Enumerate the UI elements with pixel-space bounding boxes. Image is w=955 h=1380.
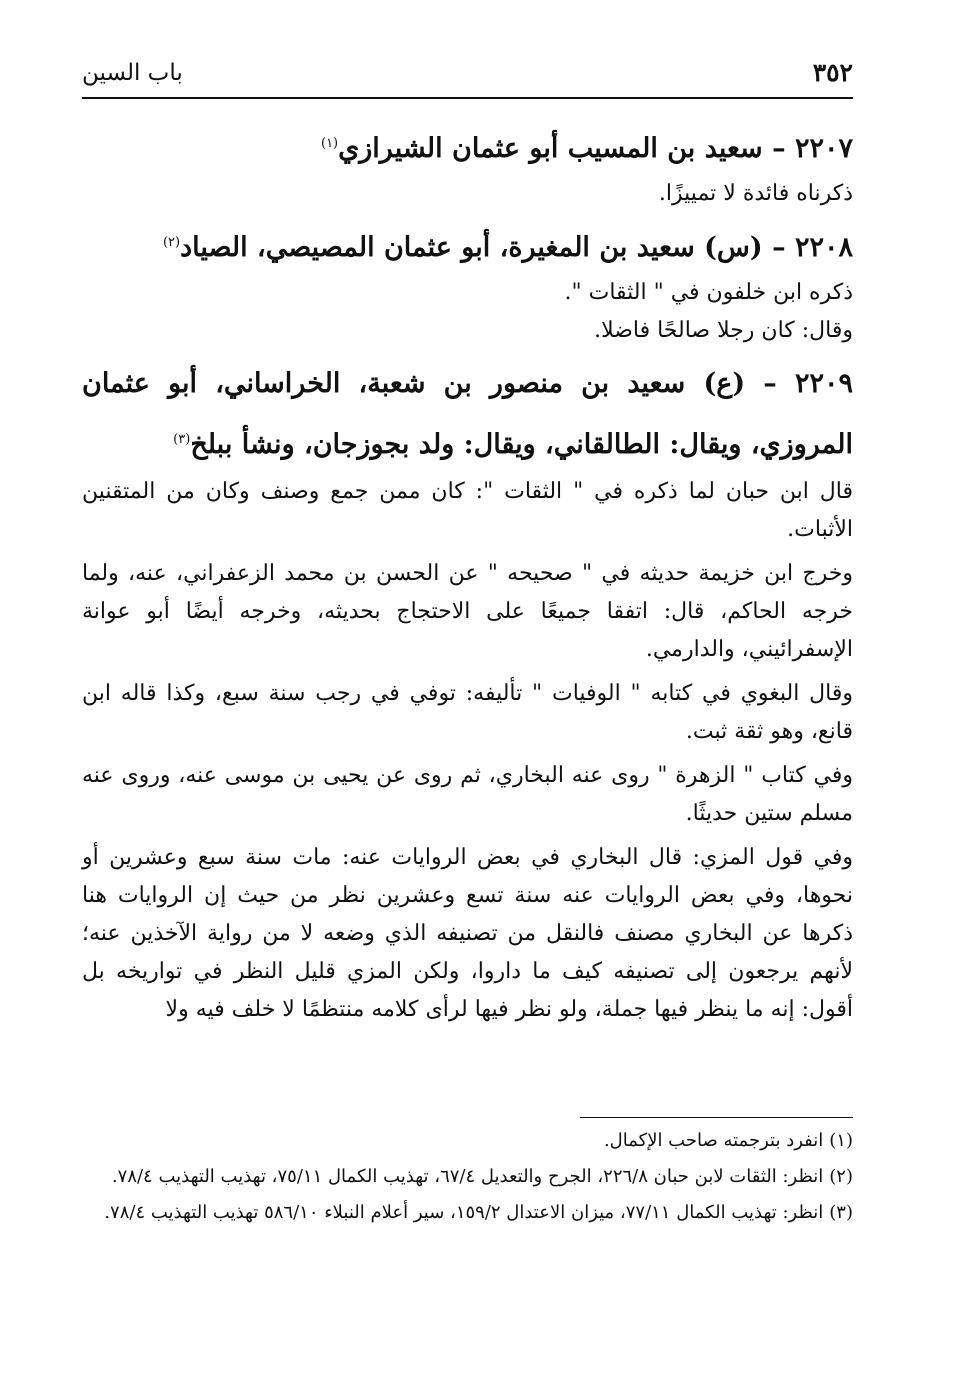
footnote-ref: (٣) (173, 432, 191, 447)
entry-title-2208: ٢٢٠٨ – (س) سعيد بن المغيرة، أبو عثمان المصيصي، الصياد$^{(٢)}$ (162, 232, 853, 263)
paragraph: وقال البغوي في كتابه " الوفيات " تأليفه: توفي في رجب سنة سبع، وكذا قاله ابن قانع، وهو ثقة ثبت. (82, 681, 853, 744)
header-rule (82, 97, 853, 99)
paragraph: وفي كتاب " الزهرة " روى عنه البخاري، ثم روى عن يحيى بن موسى عنه، وروى عنه مسلم ستين حديثًا. (82, 763, 853, 826)
entry-name: (س) سعيد بن المغيرة، أبو عثمان المصيصي، الصياد (180, 232, 763, 263)
entry-number: ٢٢٠٩ (794, 368, 853, 399)
paragraph: وقال: كان رجلا صالحًا فاضلا. (594, 318, 853, 343)
footnote (82, 1162, 853, 1192)
footnote-ref: (٢) (162, 235, 181, 250)
footnote-marker: (٢) (829, 1166, 853, 1187)
footnote (82, 1126, 853, 1156)
paragraph: وفي قول المزي: قال البخاري في بعض الروايات عنه: مات سنة سبع وعشرين أو نحوها، وفي بعض الروايات عنه سنة تسع وعشرين نظر من حيث إن الروايات هنا ذكرها عن البخاري مصنف فالنقل من تصنيفه الذي وضعه لا من رواية الآخذين عنه؛ لأنهم يرجعون إلى تصنيفه كيف ما داروا، ولكن المزي قليل النظر في تواريخه بل أقول: إنه ما ينظر فيها جملة، ولو نظر فيها لرأى كلامه منتظمًا لا خلف فيه ولا (82, 845, 853, 1022)
running-header (82, 52, 853, 96)
footnote-ref: (١) (320, 136, 339, 151)
footnote-marker: (٣) (829, 1202, 853, 1223)
footnote-separator (580, 1117, 853, 1118)
paragraph: ذكره ابن خلفون في " الثقات ". (564, 280, 853, 305)
paragraph: قال ابن حبان لما ذكره في " الثقات ": كان ممن جمع وصنف وكان من المتقنين الأثبات. (82, 479, 853, 542)
entry-number: ٢٢٠٨ (794, 232, 853, 263)
footnote-text: انظر: الثقات لابن حبان ٢٢٦/٨، الجرح والتعديل ٦٧/٤، تهذيب الكمال ٧٥/١١، تهذيب التهذيب ٧٨/٤. (111, 1166, 824, 1187)
page-body (82, 118, 853, 1029)
paragraph: وخرج ابن خزيمة حديثه في " صحيحه " عن الحسن بن محمد الزعفراني، عنه، ولما خرجه الحاكم، قال: اتفقا جميعًا على الاحتجاج بحديثه، وخرجه أيضًا أبو عوانة الإسفرائيني، والدارمي. (82, 561, 853, 662)
footnote-marker: (١) (829, 1130, 853, 1151)
entry-title-2207: ٢٢٠٧ – سعيد بن المسيب أبو عثمان الشيرازي$^{(١)}$ (320, 133, 853, 164)
footnotes (82, 1126, 853, 1234)
footnote-text: انفرد بترجمته صاحب الإكمال. (603, 1130, 824, 1151)
entry-number: ٢٢٠٧ (794, 133, 853, 164)
paragraph: ذكرناه فائدة لا تمييزًا. (658, 181, 853, 206)
footnote (82, 1198, 853, 1228)
entry-name: سعيد بن المسيب أبو عثمان الشيرازي (338, 133, 763, 164)
entry-title-2209: ٢٢٠٩ – (ع) سعيد بن منصور بن شعبة، الخراساني، أبو عثمان المروزي، ويقال: الطالقاني، ويقال: ولد بجوزجان، ونشأ ببلخ$^{(٣)}$ (82, 368, 853, 460)
chapter-title: باب السين (82, 60, 183, 86)
entry-name: (ع) سعيد بن منصور بن شعبة، الخراساني، أبو عثمان المروزي، ويقال: الطالقاني، ويقال: ولد بجوزجان، ونشأ ببلخ (82, 368, 853, 460)
page-number: ٣٥٢ (812, 58, 853, 87)
footnote-text: انظر: تهذيب الكمال ٧٧/١١، ميزان الاعتدال ١٥٩/٢، سير أعلام النبلاء ٥٨٦/١٠ تهذيب التهذيب ٧٨/٤. (104, 1202, 824, 1223)
